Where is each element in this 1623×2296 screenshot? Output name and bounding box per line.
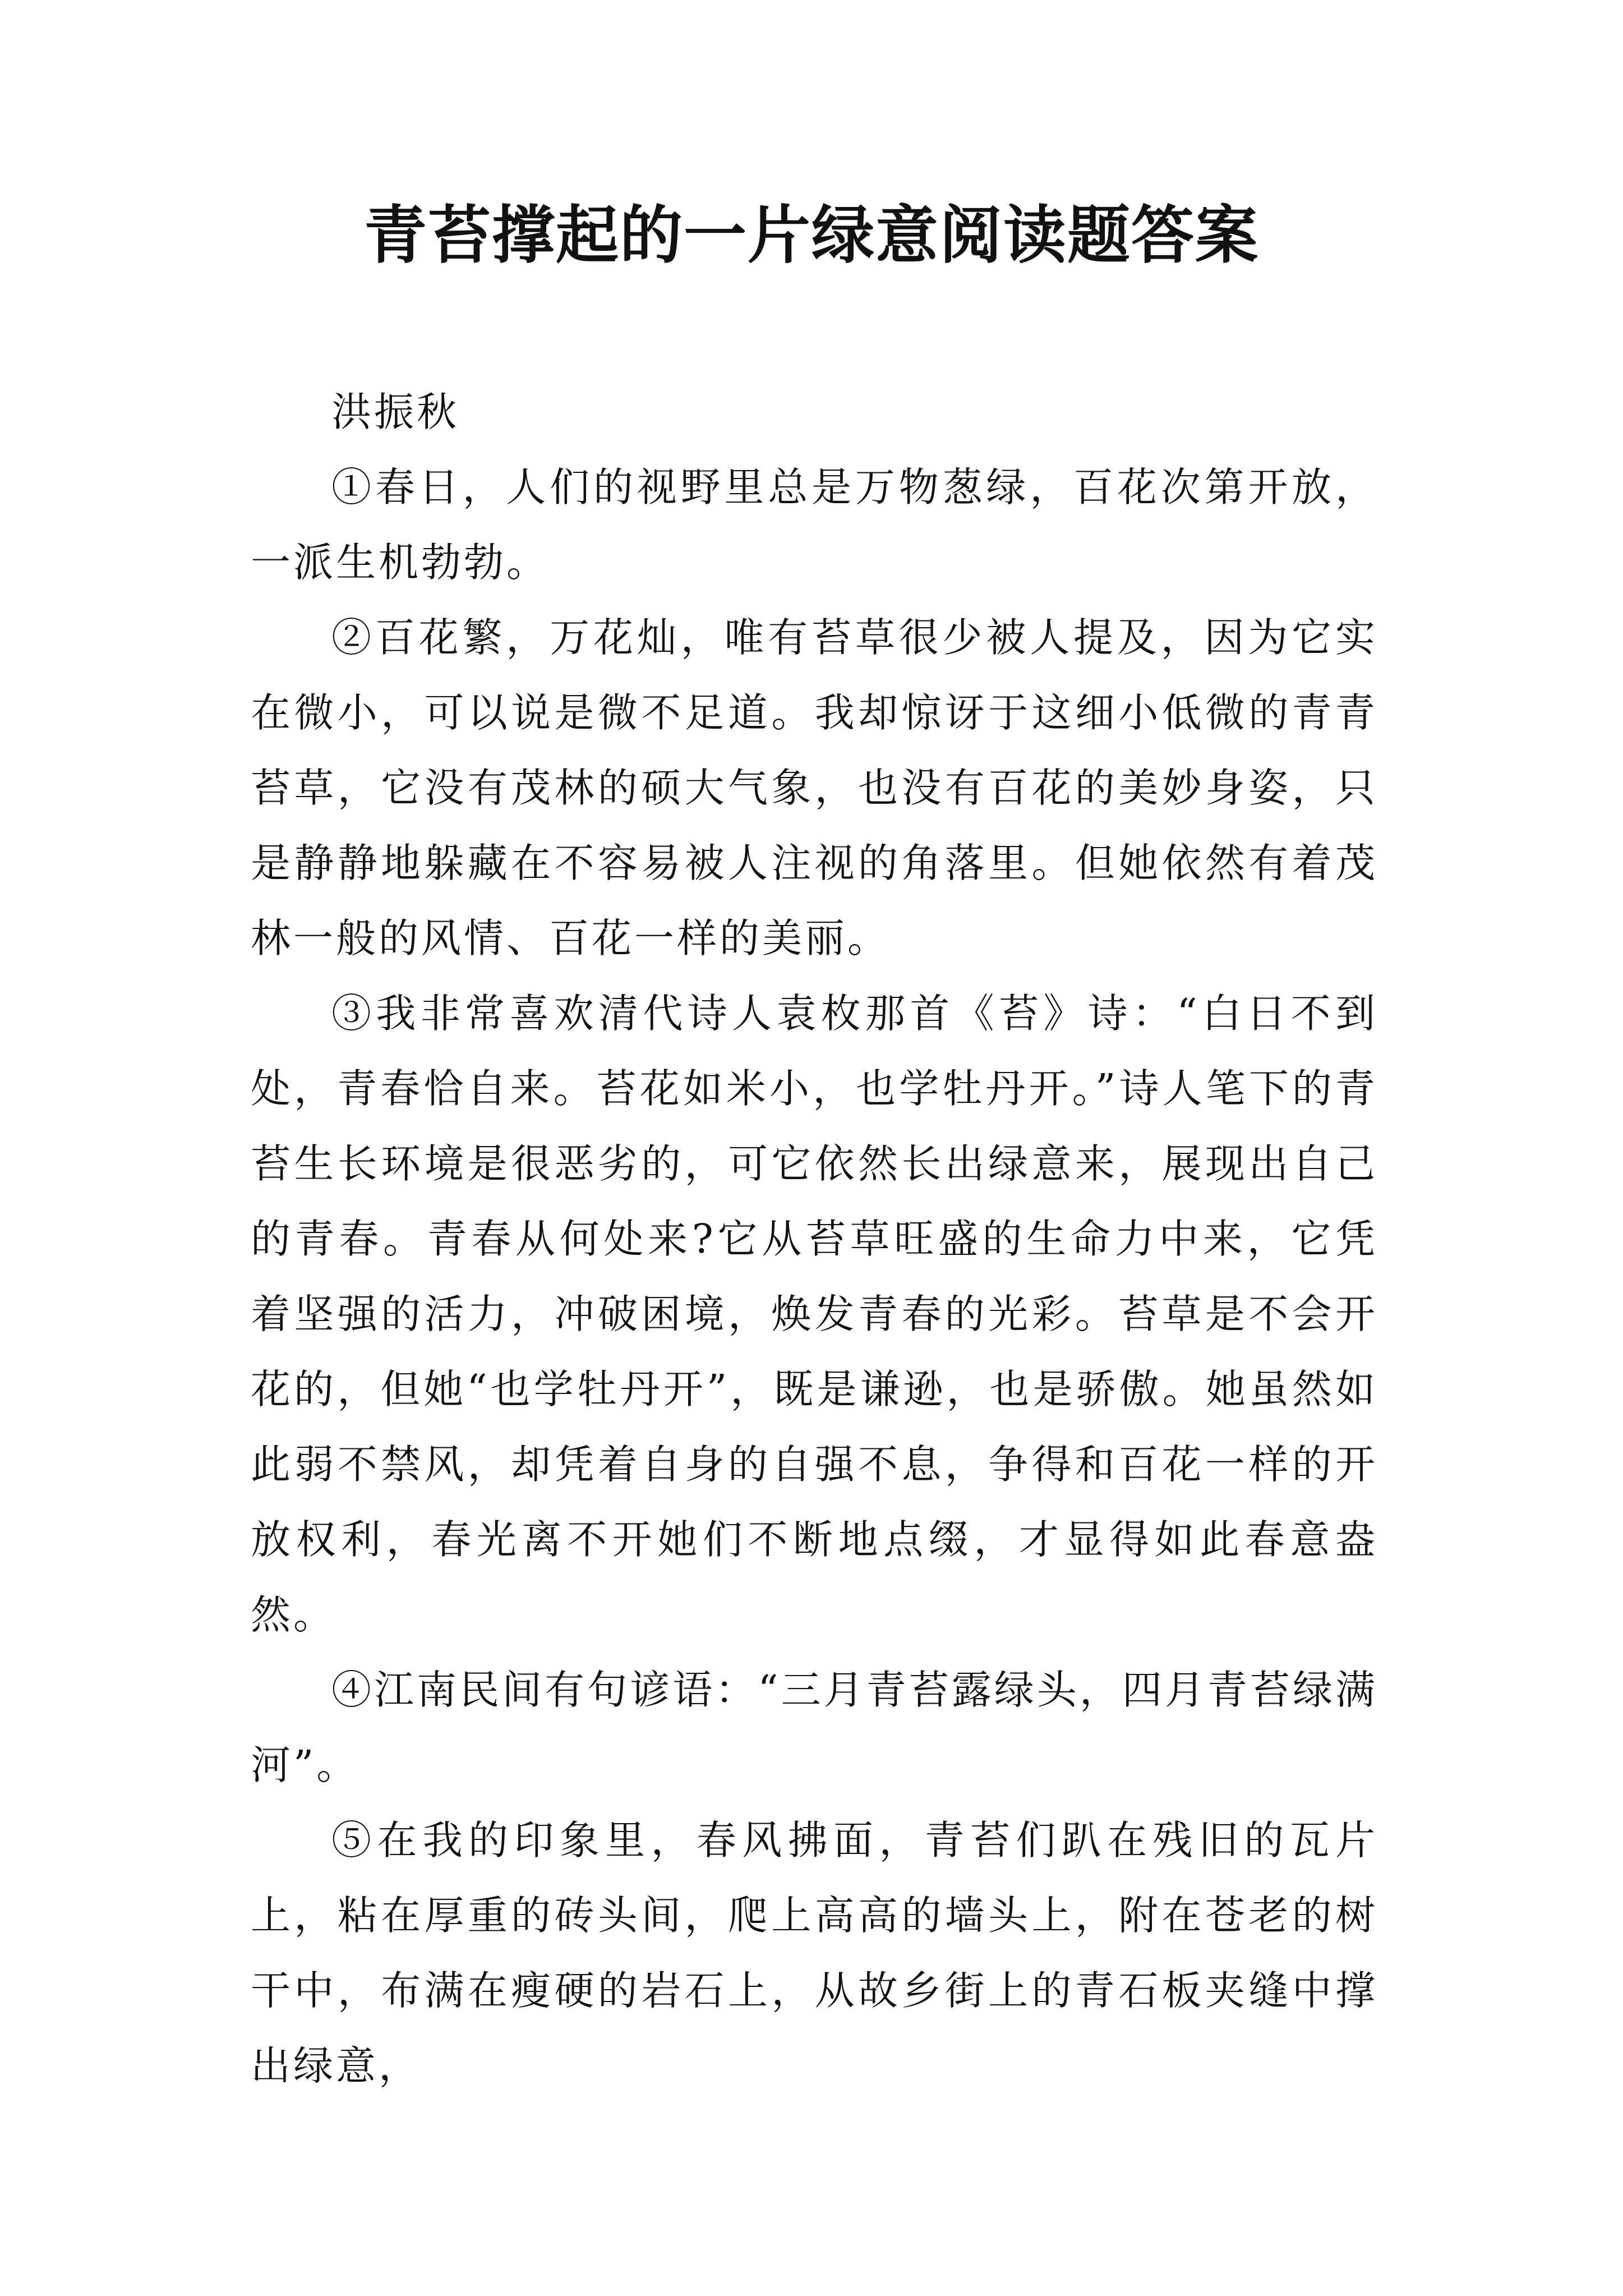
document-title: 青苔撑起的一片绿意阅读题答案 (364, 199, 1259, 272)
paragraph-3: ③我非常喜欢清代诗人袁枚那首《苔》诗：“白日不到处，青春恰自来。苔花如米小，也学牡丹开。”诗人笔下的青苔生长环境是很恶劣的，可它依然长出绿意来，展现出自己的青春。青春从何处来?它从苔草旺盛的生命力中来，它凭着坚强的活力，冲破困境，焕发青春的光彩。苔草是不会开花的，但她“也学牡丹开”，既是谦逊，也是骄傲。她虽然如此弱不禁风，却凭着自身的自强不息，争得和百花一样的开放权利，春光离不开她们不断地点缀，才显得如此春意盎然。 (251, 990, 1378, 1638)
author-name: 洪振秋 (331, 389, 460, 435)
paragraph-5: ⑤在我的印象里，春风拂面，青苔们趴在残旧的瓦片上，粘在厚重的砖头间，爬上高高的墙头上，附在苍老的树干中，布满在瘦硬的岩石上，从故乡街上的青石板夹缝中撑出绿意， (251, 1817, 1378, 2089)
paragraph-4: ④江南民间有句谚语：“三月青苔露绿头，四月青苔绿满河”。 (251, 1667, 1378, 1788)
paragraph-2: ②百花繁，万花灿，唯有苔草很少被人提及，因为它实在微小，可以说是微不足道。我却惊讶于这细小低微的青青苔草，它没有茂林的硕大气象，也没有百花的美妙身姿，只是静静地躲藏在不容易被人注视的角落里。但她依然有着茂林一般的风情、百花一样的美丽。 (251, 614, 1378, 961)
paragraph-1: ①春日，人们的视野里总是万物葱绿，百花次第开放，一派生机勃勃。 (251, 464, 1378, 586)
article-body (251, 375, 1378, 2104)
